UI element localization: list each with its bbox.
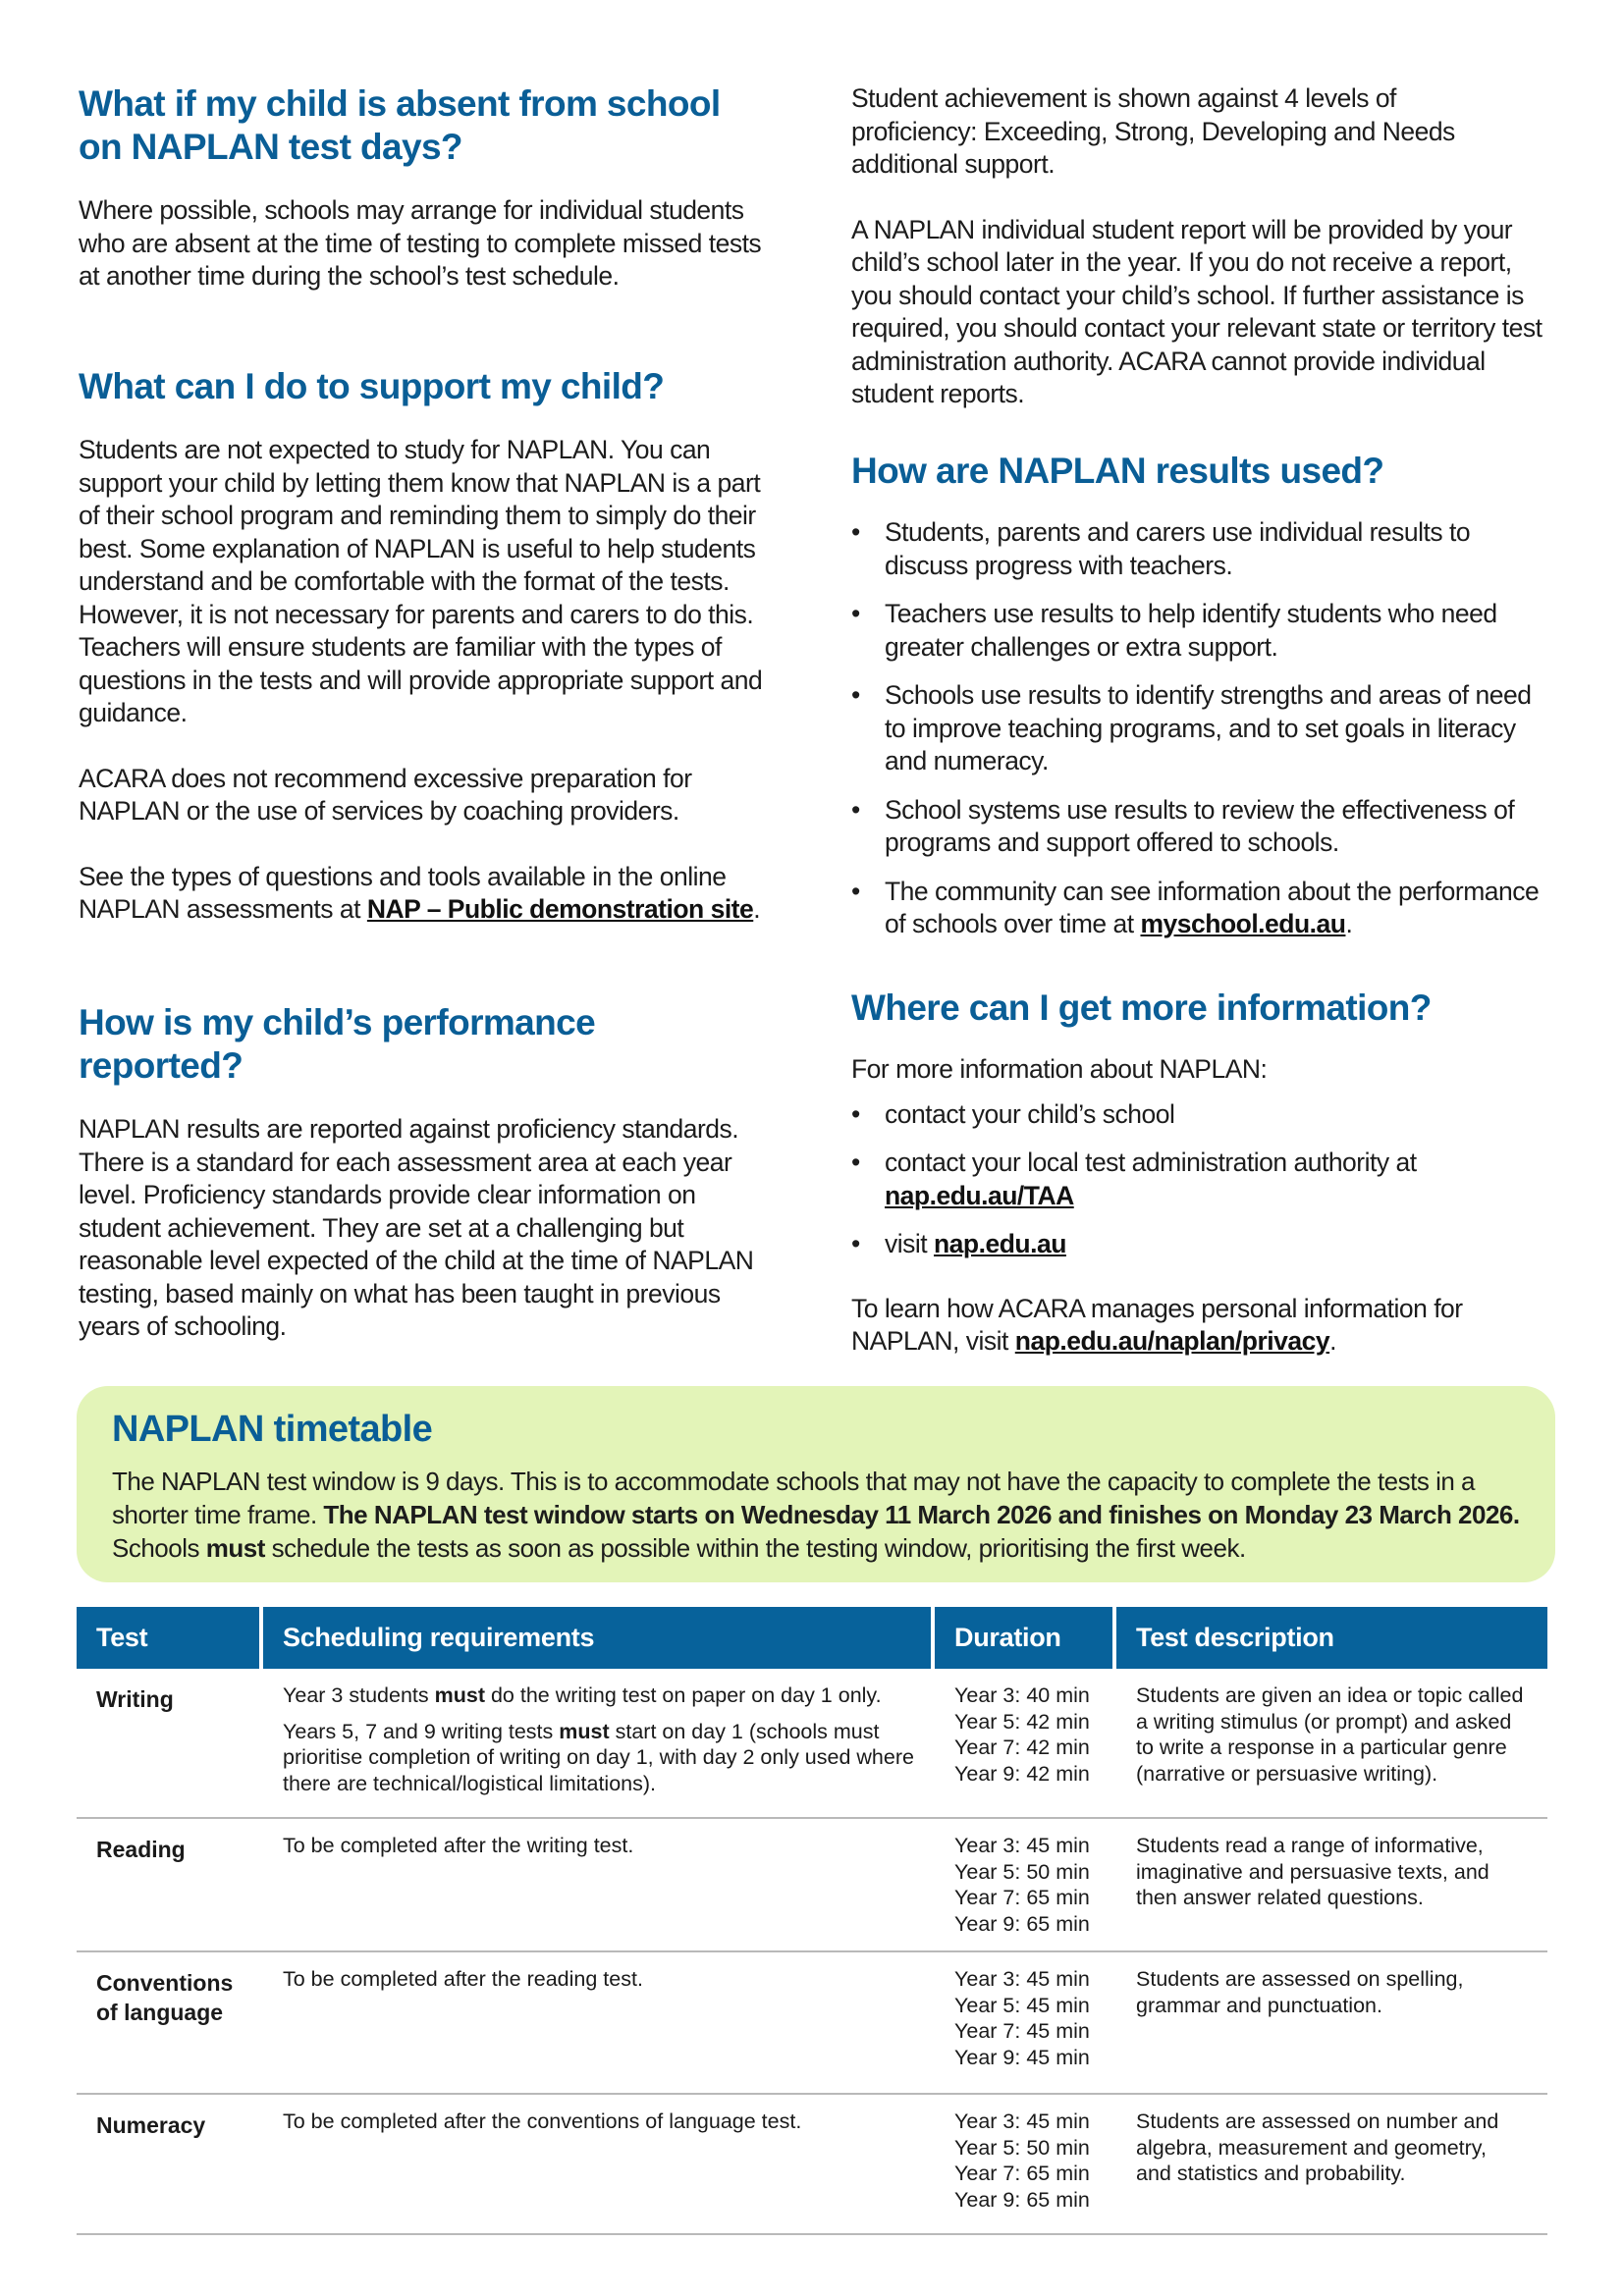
test-name: Conventions of language	[77, 1952, 263, 2095]
achievement-text: Student achievement is shown against 4 levels of proficiency: Exceeding, Strong, Developing and Needs additional support.	[851, 83, 1455, 179]
bullet-icon: •	[851, 517, 860, 547]
support-body-1: Students are not expected to study for NAPLAN. You can support your child by letting them know that NAPLAN is a part of their school program and reminding them to simply do their best. Some explanation of NAPLAN is useful to help students understand and be comfortable with the format of the tests. However, it is not necessary for parents and carers to do this. Teachers will ensure students are familiar with the types of questions in the tests and will provide appropriate support and guidance.	[79, 435, 763, 727]
scheduling-cell: To be completed after the writing test.	[263, 1819, 935, 1952]
timetable-callout	[77, 1386, 1555, 1582]
section-performance	[79, 1001, 785, 1344]
list-item-text: The community can see information about the performance of schools over time at	[885, 876, 1540, 938]
bullet-icon: •	[851, 680, 860, 710]
timetable-table	[77, 1607, 1547, 2235]
description-cell: Students are given an idea or topic called a writing stimulus (or prompt) and asked to write a response in a particular genre (narrative or persuasive writing).	[1116, 1669, 1547, 1819]
list-item	[851, 1228, 1539, 1261]
list-item-text: contact your local test administration authority at	[885, 1148, 1417, 1177]
timetable-text-1: The NAPLAN test window is 9 days. This is to accommodate schools that may not have the capacity to complete the tests in a shorter time frame.	[112, 1467, 1476, 1529]
col-header-scheduling: Scheduling requirements	[263, 1607, 935, 1669]
heading-timetable: NAPLAN timetable	[112, 1409, 433, 1450]
support-body-3-suffix: .	[753, 894, 761, 924]
scheduling-line: Year 3 students must do the writing test on paper on day 1 only.	[283, 1683, 882, 1707]
list-item-text: contact your child’s school	[885, 1098, 1175, 1129]
test-name: Writing	[77, 1669, 263, 1819]
absent-body: Where possible, schools may arrange for individual students who are absent at the time of testing to complete missed tests at another time during the school’s test schedule.	[79, 195, 762, 291]
list-item-text: School systems use results to review the effectiveness of programs and support offered to schools.	[885, 794, 1515, 857]
timetable-dates: The NAPLAN test window starts on Wednesday 11 March 2026 and finishes on Monday 23 March 2026.	[323, 1500, 1520, 1529]
heading-performance: How is my child’s performance reported?	[79, 1002, 596, 1086]
support-body-3	[79, 861, 778, 927]
list-item	[851, 679, 1558, 778]
duration-cell: Year 3: 45 min Year 5: 50 min Year 7: 65 min Year 9: 65 min	[935, 2095, 1116, 2235]
myschool-link[interactable]: myschool.edu.au	[1140, 909, 1346, 938]
list-item-text: Teachers use results to help identify students who need greater challenges or extra support.	[885, 599, 1497, 662]
scheduling-cell: To be completed after the reading test.	[263, 1952, 935, 2095]
test-name: Numeracy	[77, 2095, 263, 2235]
scheduling-line: Years 5, 7 and 9 writing tests must start on day 1 (schools must prioritise completion of writing on day 1, with day 2 only used where there are technical/logistical limitations).	[283, 1719, 914, 1795]
test-name: Reading	[77, 1819, 263, 1952]
heading-support: What can I do to support my child?	[79, 366, 665, 406]
col-header-description: Test description	[1116, 1607, 1547, 1669]
bullet-icon: •	[851, 599, 860, 628]
bullet-icon: •	[851, 1098, 860, 1129]
section-absent	[79, 82, 785, 294]
bullet-icon: •	[851, 794, 860, 825]
nap-demo-site-link[interactable]: NAP – Public demonstration site	[366, 894, 754, 924]
list-item-text: Schools use results to identify strengths and areas of need to improve teaching programs, and to set goals in literacy and numeracy.	[885, 680, 1532, 775]
table-row	[77, 1952, 1547, 2095]
privacy-suffix: .	[1329, 1326, 1336, 1356]
description-cell: Students are assessed on spelling, grammar and punctuation.	[1116, 1952, 1547, 2095]
col-header-duration: Duration	[935, 1607, 1116, 1669]
performance-body: NAPLAN results are reported against proficiency standards. There is a standard for each assessment area at each year level. Proficiency standards provide clear information on student achievement. They are set at a challenging but reasonable level expected of the child at the time of NAPLAN testing, based mainly on what has been taught in previous years of schooling.	[79, 1114, 754, 1341]
timetable-text-2: Schools	[112, 1533, 206, 1563]
privacy-prefix: To learn how ACARA manages personal information for NAPLAN, visit	[851, 1293, 1463, 1356]
section-support	[79, 365, 785, 927]
more-info-intro: For more information about NAPLAN:	[851, 1054, 1268, 1084]
timetable-must: must	[205, 1533, 265, 1563]
heading-results-used: How are NAPLAN results used?	[851, 451, 1384, 491]
description-cell: Students read a range of informative, imaginative and persuasive texts, and then answer related questions.	[1116, 1819, 1547, 1952]
heading-more-info: Where can I get more information?	[851, 988, 1432, 1028]
list-item-text: Students, parents and carers use individual results to discuss progress with teachers.	[885, 517, 1471, 580]
list-item-suffix: .	[1345, 909, 1353, 938]
list-item-text: visit	[885, 1229, 934, 1258]
list-item	[851, 876, 1558, 941]
taa-link[interactable]: nap.edu.au/TAA	[885, 1180, 1074, 1210]
section-achievement	[851, 82, 1558, 411]
results-used-list	[851, 516, 1558, 941]
scheduling-cell: To be completed after the conventions of language test.	[263, 2095, 935, 2235]
list-item	[851, 598, 1558, 664]
more-info-list	[851, 1098, 1539, 1261]
table-row	[77, 2095, 1547, 2235]
scheduling-cell	[263, 1669, 935, 1819]
bullet-icon: •	[851, 876, 860, 906]
duration-cell: Year 3: 45 min Year 5: 50 min Year 7: 65 min Year 9: 65 min	[935, 1819, 1116, 1952]
table-row	[77, 1819, 1547, 1952]
list-item	[851, 1147, 1539, 1212]
description-cell: Students are assessed on number and algebra, measurement and geometry, and statistics and probability.	[1116, 2095, 1547, 2235]
privacy-text	[851, 1293, 1539, 1359]
timetable-text-3: schedule the tests as soon as possible within the testing window, prioritising the first week.	[264, 1533, 1246, 1563]
list-item	[851, 516, 1558, 582]
duration-cell: Year 3: 40 min Year 5: 42 min Year 7: 42 min Year 9: 42 min	[935, 1669, 1116, 1819]
table-row	[77, 1669, 1547, 1819]
support-body-2: ACARA does not recommend excessive preparation for NAPLAN or the use of services by coaching providers.	[79, 763, 692, 826]
heading-absent: What if my child is absent from school on NAPLAN test days?	[79, 83, 721, 167]
list-item	[851, 1098, 1539, 1132]
support-body-3-text: See the types of questions and tools available in the online NAPLAN assessments at	[79, 861, 727, 924]
timetable-text	[112, 1465, 1526, 1565]
table-header-row	[77, 1607, 1547, 1669]
report-text: A NAPLAN individual student report will be provided by your child’s school later in the year. If you do not receive a report, you should contact your child’s school. If further assistance is required, you should contact your relevant state or territory test administration authority. ACARA cannot provide individual student reports.	[851, 214, 1543, 408]
section-more-info	[851, 987, 1558, 1359]
bullet-icon: •	[851, 1229, 860, 1258]
col-header-test: Test	[77, 1607, 263, 1669]
bullet-icon: •	[851, 1148, 860, 1177]
section-results-used	[851, 450, 1558, 941]
duration-cell: Year 3: 45 min Year 5: 45 min Year 7: 45 min Year 9: 45 min	[935, 1952, 1116, 2095]
list-item	[851, 794, 1558, 860]
nap-link[interactable]: nap.edu.au	[934, 1229, 1066, 1258]
privacy-link[interactable]: nap.edu.au/naplan/privacy	[1014, 1326, 1330, 1356]
